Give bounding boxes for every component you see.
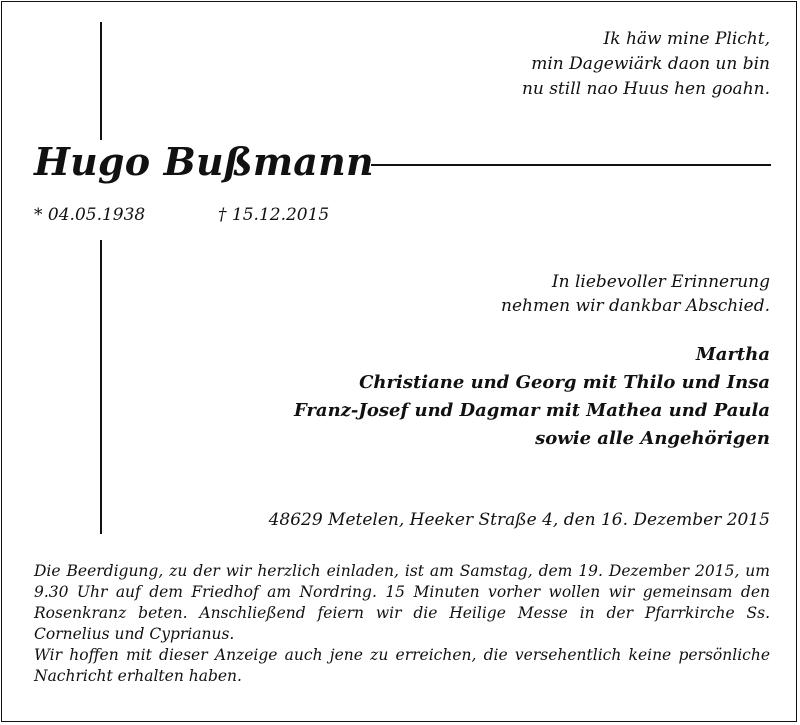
memory-text — [501, 270, 770, 318]
funeral-info — [34, 561, 770, 687]
death-date: † 15.12.2015 — [218, 205, 330, 225]
deceased-name: Hugo Bußmann — [34, 139, 374, 184]
family-line: Martha — [695, 344, 770, 365]
place-and-date: 48629 Metelen, Heeker Straße 4, den 16. Dezember 2015 — [268, 510, 770, 530]
funeral-note: Wir hoffen mit dieser Anzeige auch jene zu erreichen, die versehentlich keine persönliche Nachricht erhalten haben. — [34, 646, 770, 685]
poem-line: Ik häw mine Plicht, — [603, 29, 770, 49]
cross-vertical-bottom — [100, 240, 102, 534]
birth-date: * 04.05.1938 — [34, 205, 146, 225]
funeral-paragraph: Die Beerdigung, zu der wir herzlich einladen, ist am Samstag, dem 19. Dezember 2015, um 9.30 Uhr auf dem Friedhof am Nordring. 15 Minuten vorher wollen wir gemeinsam den Rosenkranz beten. Anschließend feiern wir die Heilige Messe in der Pfarrkirche Ss. Cornelius und Cyprianus. — [34, 562, 770, 643]
family-list — [294, 341, 770, 453]
family-line: Franz-Josef und Dagmar mit Mathea und Paula — [293, 400, 770, 421]
memory-line: nehmen wir dankbar Abschied. — [501, 296, 770, 316]
poem — [522, 27, 770, 102]
cross-vertical-top — [100, 22, 102, 140]
title-rule — [371, 164, 771, 166]
family-line: Christiane und Georg mit Thilo und Insa — [359, 372, 770, 393]
poem-line: min Dagewiärk daon un bin — [531, 54, 770, 74]
memory-line: In liebevoller Erinnerung — [551, 272, 770, 292]
poem-line: nu still nao Huus hen goahn. — [521, 79, 770, 99]
family-line: sowie alle Angehörigen — [535, 428, 770, 449]
